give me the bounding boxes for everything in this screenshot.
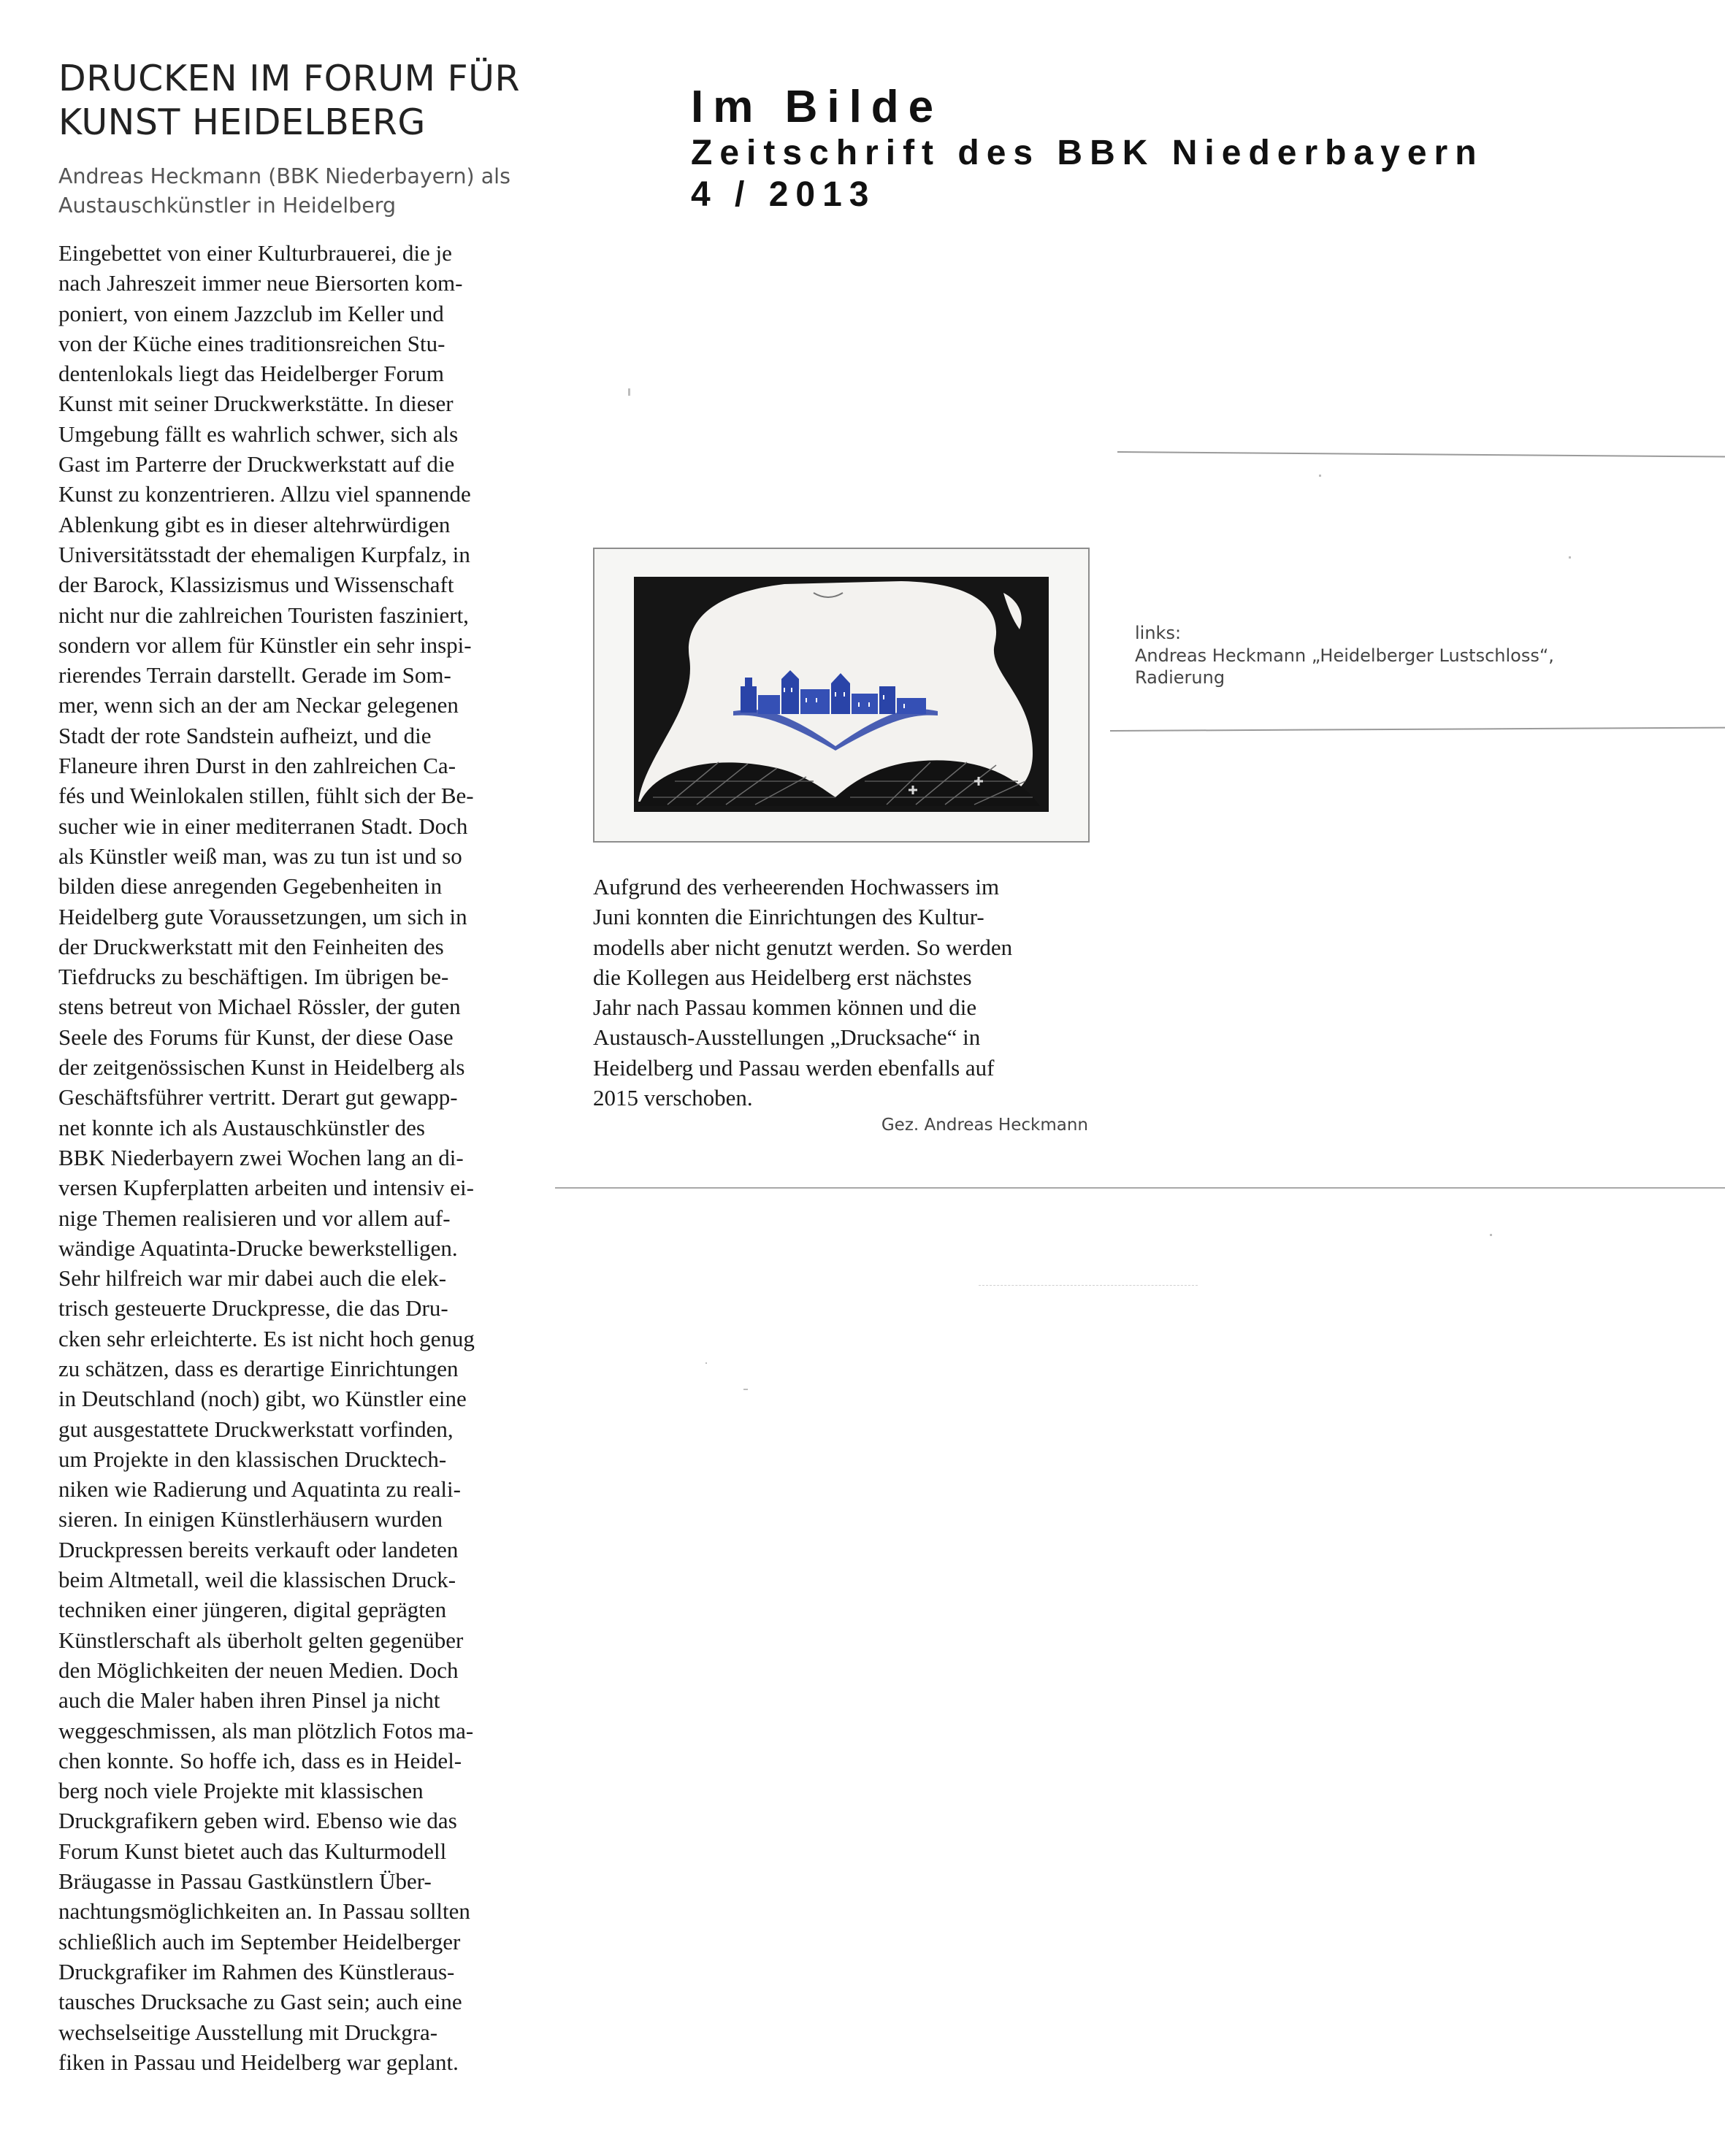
divider-rule (555, 1187, 1725, 1189)
text-line: Sehr hilfreich war mir dabei auch die elek- (58, 1265, 447, 1292)
text-line: sieren. In einigen Künstlerhäusern wurden (58, 1506, 443, 1532)
text-line: Gast im Parterre der Druckwerkstatt auf die (58, 451, 455, 477)
text-line: schließlich auch im September Heidelberger (58, 1928, 461, 1954)
masthead (691, 82, 1640, 216)
text-line: Kunst mit seiner Druckwerkstätte. In dieser (58, 391, 454, 417)
text-line: 2015 verschoben. (593, 1085, 753, 1111)
text-line: auch die Maler haben ihren Pinsel ja nicht (58, 1687, 440, 1714)
text-line: den Möglichkeiten der neuen Medien. Doch (58, 1657, 459, 1683)
divider-rule (1110, 727, 1725, 732)
artwork-frame (593, 548, 1090, 843)
text-line: Juni konnten die Einrichtungen des Kultur- (593, 904, 984, 930)
text-line: nach Jahreszeit immer neue Biersorten kom- (58, 270, 463, 296)
text-line: techniken einer jüngeren, digital geprägten (58, 1597, 447, 1623)
text-line: wechselseitige Ausstellung mit Druckgra- (58, 2019, 438, 2045)
text-line: Druckgrafikern geben wird. Ebenso wie das (58, 1808, 457, 1834)
text-line: berg noch viele Projekte mit klassischen (58, 1778, 424, 1804)
text-line: rierendes Terrain darstellt. Gerade im Som- (58, 662, 451, 688)
text-line: Flaneure ihren Durst in den zahlreichen Ca- (58, 753, 456, 779)
text-line: Künstlerschaft als überholt gelten gegenüber (58, 1627, 464, 1653)
text-line: modells aber nicht genutzt werden. So werden (593, 934, 1013, 960)
text-line: Tiefdrucks zu beschäftigen. Im übrigen be- (58, 964, 449, 990)
divider-rule (1117, 451, 1725, 458)
text-line: Austausch-Ausstellungen „Drucksache“ in (593, 1024, 981, 1051)
text-line: Aufgrund des verheerenden Hochwassers im (593, 874, 1000, 899)
article-body (58, 238, 540, 2077)
text-line: trisch gesteuerte Druckpresse, die das Dru- (58, 1295, 448, 1321)
artwork-heidelberger-lustschloss (594, 549, 1088, 841)
scan-speck (1569, 556, 1571, 559)
masthead-subtitle: Zeitschrift des BBK Niederbayern (691, 134, 1484, 172)
text-line: als Künstler weiß man, was zu tun ist und so (58, 843, 462, 869)
text-line: wändige Aquatinta-Drucke bewerkstelligen. (58, 1235, 458, 1261)
text-line: der Druckwerkstatt mit den Feinheiten des (58, 933, 444, 959)
text-line: Seele des Forums für Kunst, der diese Oase (58, 1024, 454, 1050)
column2-body (593, 872, 1104, 1113)
text-line: weggeschmissen, als man plötzlich Fotos ma- (58, 1717, 474, 1743)
text-line: sucher wie in einer mediterranen Stadt. Doch (58, 813, 468, 839)
signature: Gez. Andreas Heckmann (881, 1116, 1088, 1135)
text-line: nige Themen realisieren und vor allem auf- (58, 1205, 451, 1231)
masthead-title: Im Bilde (691, 82, 944, 132)
artwork-caption: links: Andreas Heckmann „Heidelberger Lustschloss“, Radierung (1135, 623, 1554, 688)
text-line: versen Kupferplatten arbeiten und intensiv ei- (58, 1175, 474, 1201)
text-line: tausches Drucksache zu Gast sein; auch eine (58, 1989, 462, 2015)
text-line: nicht nur die zahlreichen Touristen fasziniert, (58, 602, 469, 628)
text-line: in Deutschland (noch) gibt, wo Künstler eine (58, 1386, 467, 1412)
text-line: cken sehr erleichterte. Es ist nicht hoch genug (58, 1325, 475, 1351)
text-line: Heidelberg gute Voraussetzungen, um sich in (58, 903, 467, 929)
divider-rule (979, 1285, 1198, 1286)
text-line: Eingebettet von einer Kulturbrauerei, die je (58, 240, 452, 266)
text-line: von der Küche eines traditionsreichen Stu- (58, 330, 445, 356)
text-line: Jahr nach Passau kommen können und die (593, 994, 977, 1021)
text-line: Umgebung fällt es wahrlich schwer, sich als (58, 421, 459, 447)
text-line: Kunst zu konzentrieren. Allzu viel spannende (58, 481, 471, 507)
text-line: Druckpressen bereits verkauft oder landeten (58, 1536, 459, 1562)
text-line: um Projekte in den klassischen Drucktech- (58, 1446, 447, 1472)
scan-speck (705, 1362, 707, 1364)
text-line: Geschäftsführer vertritt. Derart gut gewapp- (58, 1084, 458, 1110)
text-line: die Kollegen aus Heidelberg erst nächstes (593, 964, 972, 990)
text-line: Ablenkung gibt es in dieser altehrwürdigen (58, 511, 451, 537)
text-line: nachtungsmöglichkeiten an. In Passau sollten (58, 1898, 470, 1925)
text-line: der Barock, Klassizismus und Wissenschaft (58, 572, 454, 598)
text-line: mer, wenn sich an der am Neckar gelegenen (58, 692, 459, 718)
scan-speck (1490, 1234, 1492, 1236)
text-line: beim Altmetall, weil die klassischen Druck- (58, 1567, 456, 1593)
text-line: der zeitgenössischen Kunst in Heidelberg als (58, 1054, 465, 1081)
text-line: Stadt der rote Sandstein aufheizt, und die (58, 722, 432, 748)
text-line: Forum Kunst bietet auch das Kulturmodell (58, 1838, 447, 1864)
text-line: niken wie Radierung und Aquatinta zu reali- (58, 1476, 461, 1503)
text-line: fés und Weinlokalen stillen, fühlt sich der Be- (58, 783, 474, 809)
text-line: chen konnte. So hoffe ich, dass es in Heidel- (58, 1747, 462, 1773)
masthead-issue: 4 / 2013 (691, 175, 876, 214)
text-line: Universitätsstadt der ehemaligen Kurpfalz, in (58, 541, 470, 567)
text-line: Druckgrafiker im Rahmen des Künstleraus- (58, 1958, 455, 1984)
scan-speck (1319, 475, 1321, 477)
text-line: gut ausgestattete Druckwerkstatt vorfinden, (58, 1416, 454, 1442)
text-line: stens betreut von Michael Rössler, der guten (58, 994, 461, 1020)
text-line: fiken in Passau und Heidelberg war geplant. (58, 2049, 459, 2075)
text-line: net konnte ich als Austauschkünstler des (58, 1114, 425, 1140)
text-line: dentenlokals liegt das Heidelberger Forum (58, 361, 445, 387)
text-line: BBK Niederbayern zwei Wochen lang an di- (58, 1144, 464, 1170)
article-subtitle: Andreas Heckmann (BBK Niederbayern) als Austauschkünstler in Heidelberg (58, 164, 510, 218)
article-title: DRUCKEN IM FORUM FÜR KUNST HEIDELBERG (58, 58, 521, 143)
text-line: Heidelberg und Passau werden ebenfalls auf (593, 1054, 995, 1081)
scan-speck (628, 388, 630, 396)
scan-speck (743, 1389, 748, 1390)
text-line: bilden diese anregenden Gegebenheiten in (58, 873, 443, 899)
text-line: sondern vor allem für Künstler ein sehr inspi- (58, 632, 472, 658)
text-line: Bräugasse in Passau Gastkünstlern Über- (58, 1868, 432, 1895)
text-line: zu schätzen, dass es derartige Einrichtungen (58, 1355, 459, 1381)
text-line: poniert, von einem Jazzclub im Keller und (58, 300, 444, 326)
